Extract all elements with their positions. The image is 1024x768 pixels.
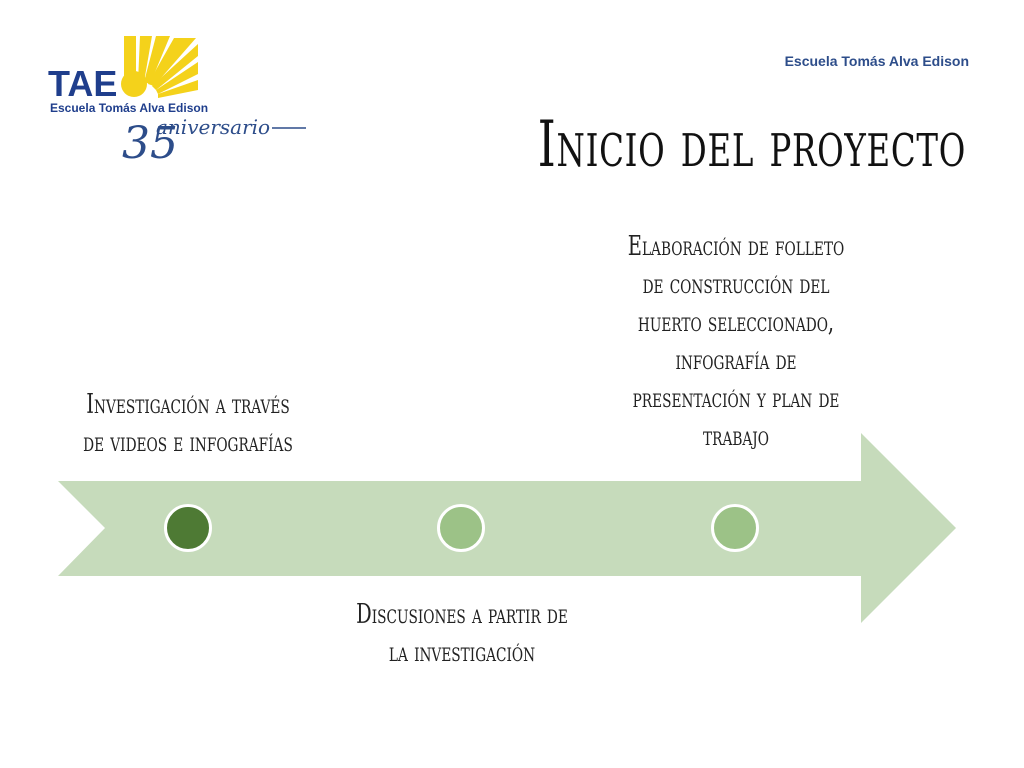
svg-text:aniversario: aniversario <box>156 115 271 139</box>
timeline-node-3 <box>711 504 759 552</box>
step-1-label: Investigación a través de videos e infografías <box>83 389 293 458</box>
svg-text:TAE: TAE <box>48 63 118 104</box>
svg-text:35: 35 <box>122 118 178 169</box>
timeline-node-2 <box>437 504 485 552</box>
step-3-label: Elaboración de folleto de construcción del huerto seleccionado, infografía de presentación y plan de trabajo <box>627 231 845 452</box>
step-2-label: Discusiones a partir de la investigación <box>356 599 568 668</box>
timeline-node-1 <box>164 504 212 552</box>
school-name: Escuela Tomás Alva Edison <box>784 53 969 69</box>
page-title: Inicio del proyecto <box>537 108 966 182</box>
svg-text:Escuela Tomás Alva Edison: Escuela Tomás Alva Edison <box>50 101 209 115</box>
